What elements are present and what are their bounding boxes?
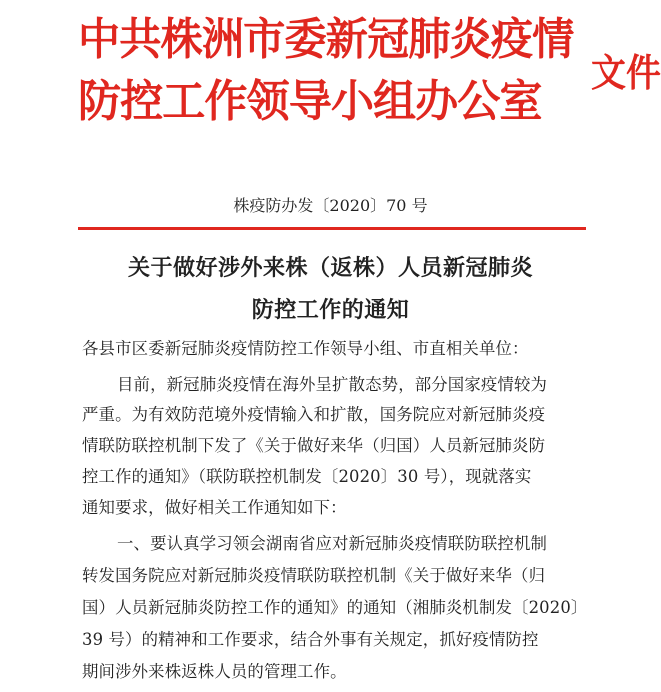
- body-line-6: 通知要求，做好相关工作通知如下：: [82, 498, 347, 517]
- red-divider-line: [78, 227, 586, 230]
- letterhead-line-1: 中共株洲市委新冠肺炎疫情: [78, 14, 574, 65]
- document-title-line-2: 防控工作的通知: [251, 297, 410, 323]
- body-line-3: 严重。为有效防范境外疫情输入和扩散，国务院应对新冠肺炎疫: [82, 405, 546, 424]
- body-line-2: 目前，新冠肺炎疫情在海外呈扩散态势，部分国家疫情较为: [117, 375, 548, 394]
- body-line-4: 情联防联控机制下发了《关于做好来华（归国）人员新冠肺炎防: [82, 436, 546, 455]
- body-line-5: 控工作的通知》（联防联控机制发〔2020〕30 号），现就落实: [82, 467, 532, 486]
- document-title-line-1: 关于做好涉外来株（返株）人员新冠肺炎: [127, 255, 533, 281]
- letterhead-suffix: 文件: [591, 51, 661, 95]
- body-line-9: 国）人员新冠肺炎防控工作的通知》的通知（湘肺炎机制发〔2020〕: [82, 598, 588, 617]
- document-number: 株疫防办发〔2020〕70 号: [233, 196, 428, 215]
- red-letterhead: [78, 4, 661, 154]
- body-line-7: 一、要认真学习领会湖南省应对新冠肺炎疫情联防联控机制: [117, 534, 548, 553]
- body-line-11: 期间涉外来株返株人员的管理工作。: [82, 662, 347, 681]
- letterhead-line-2: 防控工作领导小组办公室: [78, 76, 542, 127]
- body-line-8: 转发国务院应对新冠肺炎疫情联防联控机制《关于做好来华（归: [82, 566, 546, 585]
- body-line-1: 各县市区委新冠肺炎疫情防控工作领导小组、市直相关单位：: [82, 339, 529, 358]
- body-line-10: 39 号）的精神和工作要求，结合外事有关规定，抓好疫情防控: [82, 630, 539, 649]
